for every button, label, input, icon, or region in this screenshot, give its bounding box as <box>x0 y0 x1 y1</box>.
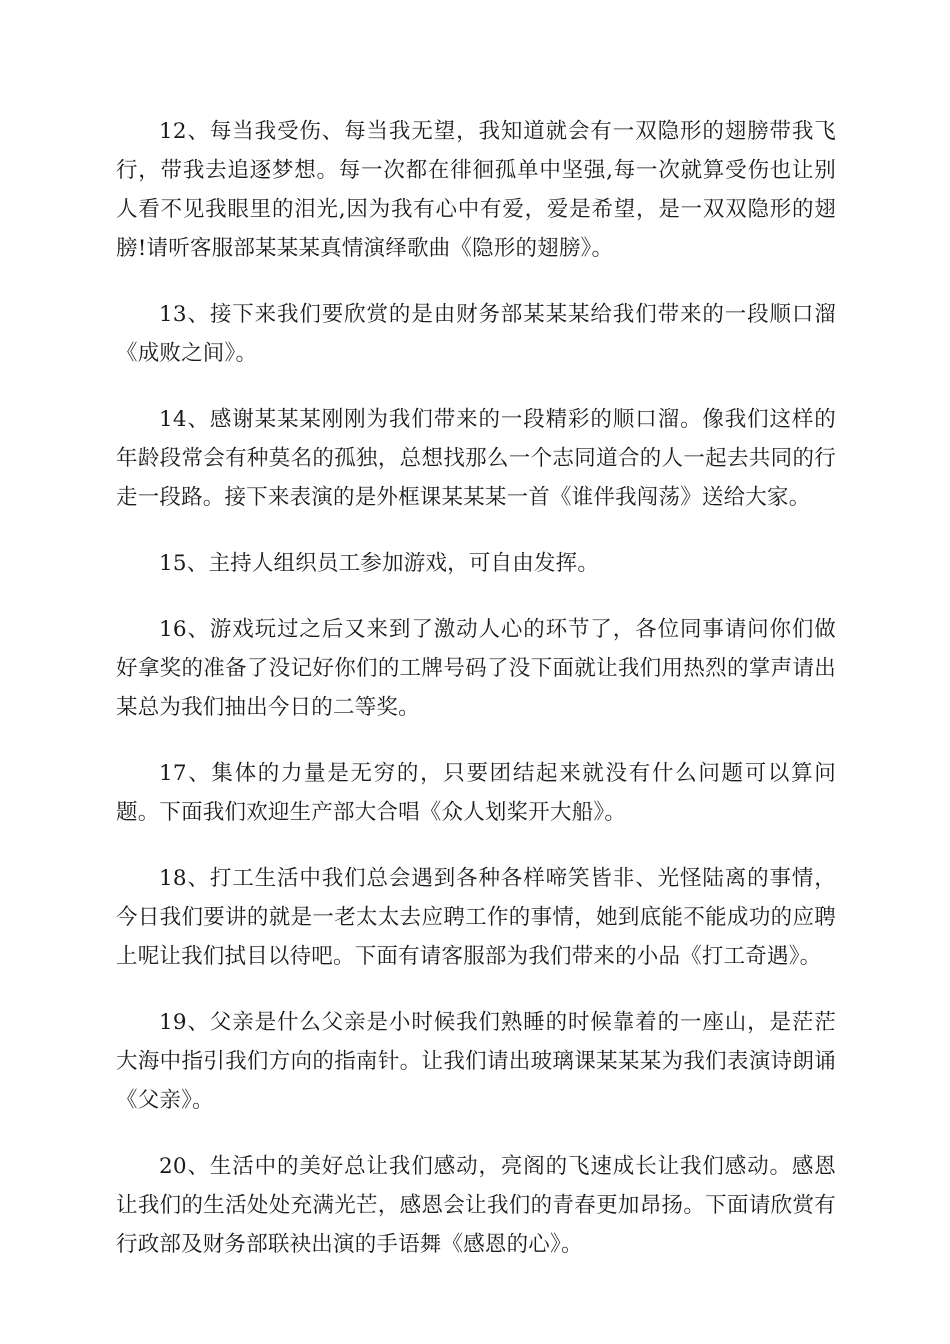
paragraph-17: 17、集体的力量是无穷的，只要团结起来就没有什么问题可以算问题。下面我们欢迎生产部大合唱《众人划桨开大船》。 <box>116 761 836 825</box>
paragraph-15: 15、主持人组织员工参加游戏，可自由发挥。 <box>159 551 600 576</box>
paragraph-18: 18、打工生活中我们总会遇到各种各样啼笑皆非、光怪陆离的事情，今日我们要讲的就是一老太太去应聘工作的事情，她到底能不能成功的应聘上呢让我们拭目以待吧。下面有请客服部为我们带来的小品《打工奇遇》。 <box>116 866 836 969</box>
paragraph-12: 12、每当我受伤、每当我无望，我知道就会有一双隐形的翅膀带我飞行，带我去追逐梦想。每一次都在徘徊孤单中坚强,每一次就算受伤也让别人看不见我眼里的泪光,因为我有心中有爱，爱是希望，是一双双隐形的翅膀!请听客服部某某某真情演绎歌曲《隐形的翅膀》。 <box>116 119 836 261</box>
paragraph-16: 16、游戏玩过之后又来到了激动人心的环节了，各位同事请问你们做好拿奖的准备了没记好你们的工牌号码了没下面就让我们用热烈的掌声请出某总为我们抽出今日的二等奖。 <box>116 617 836 720</box>
paragraph-14: 14、感谢某某某刚刚为我们带来的一段精彩的顺口溜。像我们这样的年龄段常会有种莫名的孤独，总想找那么一个志同道合的人一起去共同的行走一段路。接下来表演的是外框课某某某一首《谁伴我闯荡》送给大家。 <box>116 407 836 510</box>
document-page <box>116 112 836 1291</box>
paragraph-20: 20、生活中的美好总让我们感动，亮阁的飞速成长让我们感动。感恩让我们的生活处处充满光芒，感恩会让我们的青春更加昂扬。下面请欣赏有行政部及财务部联袂出演的手语舞《感恩的心》。 <box>116 1154 836 1257</box>
paragraph-13: 13、接下来我们要欣赏的是由财务部某某某给我们带来的一段顺口溜《成败之间》。 <box>116 302 836 366</box>
paragraph-19: 19、父亲是什么父亲是小时候我们熟睡的时候靠着的一座山，是茫茫大海中指引我们方向的指南针。让我们请出玻璃课某某某为我们表演诗朗诵《父亲》。 <box>116 1010 836 1113</box>
